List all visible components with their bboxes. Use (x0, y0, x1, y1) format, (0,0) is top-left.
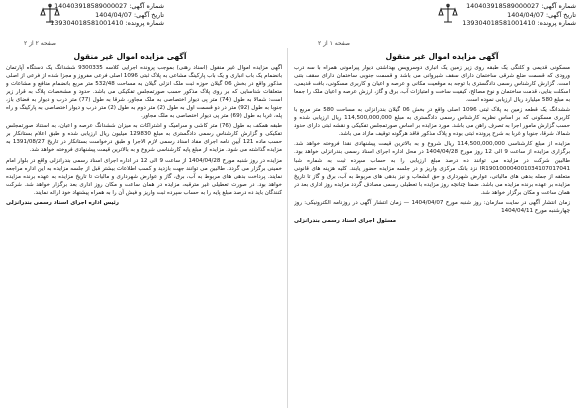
body-paragraph: مزایده در روز شنبه مورخ 1404/04/28 از ساعت 9 الی 12 در اداره اجرای اسناد رسمی بندرانزلی واقع در بلوار امام خمینی برگزار می گردد. طالبین می توانند جهت بازدید و کسب اطلاعات بیشتر قبل از جلسه مزایده به این اداره مراجعه نمایند. پرداخت بدهی های مربوط به آب، برق، گاز و عوارض شهرداری و مالیات تا تاریخ مزایده به عهده برنده مزایده خواهد بود. در صورت تعطیلی غیر مترقبه، مزایده در همان ساعت و مکان روز اداری بعد برگزار خواهد شد. شرکت کنندگان باید ده درصد مبلغ پایه را به حساب سپرده ثبت واریز و فیش آن را به همراه پیشنهاد خود ارائه نمایند. (6, 157, 282, 196)
justice-emblem-icon (438, 3, 458, 25)
notice-meta (50, 2, 164, 28)
page-number: صفحه ۱ از ۲ (318, 40, 350, 47)
publication-dates: زمان انتشار آگهی در سایت سازمان: روز شنبه مورخ 1404/04/07 — زمان انتشار آگهی در روزنامه الکترونیکی: روز چهارشنبه مورخ 1404/04/11 (294, 199, 570, 214)
body-paragraph: مسکونی قدیمی و کلنگی یک طبقه روی زیر زمین یک انباری دوسرویس بهداشتی دیوار پیرامونی همراه با سه درب ورودی که قسمت ضلع شرقی ساختمان دارای سقف شیروانی می باشد و قسمت جنوبی ساختمان دارای سقف بتنی است. گزارش کارشناس رسمی دادگستری با توجه به موقعیت مکانی و عرصه و اعیان و کاربری مسکونی، بافت قدیمی، اسکلت بنایی، قدمت ساختمان و نوع مصالح، کیفیت ساخت و امتیازات آب، برق و گاز، ارزش عرصه و اعیان ملک را جمعا به مبلغ 580 میلیارد ریال ارزیابی نموده است. (294, 65, 570, 104)
notice-date: تاریخ آگهی: 1404/04/07 (507, 10, 576, 19)
signature-line: رئیس اداره اجرای اسناد رسمی بندرانزلی (6, 199, 119, 206)
notice-meta (462, 2, 576, 28)
column-divider (287, 48, 288, 408)
body-paragraph: ششدانگ یک قطعه زمین به پلاک ثبتی 1096 اصلی واقع در بخش 06 گیلان بندرانزلی به مساحت 580 متر مربع با کاربری مسکونی که بر اساس نظریه کارشناس رسمی دادگستری به مبلغ 114,500,000,000 ریال ارزیابی شده و حسب گزارش مامور اجرا به تصرف راهن می باشد. مورد مزایده بر اساس صورتمجلس تفکیکی و نقشه ثبتی دارای حدود شمالا، شرقا، جنوبا و غربا به شرح پرونده ثبتی بوده و پلاک مذکور فاقد هرگونه توقیف مازاد می باشد. (294, 107, 570, 138)
notice-number: شماره آگهی: 140403918589000027 (54, 2, 164, 10)
notice-body-right (294, 64, 570, 404)
notice-body-left (6, 64, 282, 404)
file-number: شماره پرونده: 139304018581001410 (462, 19, 576, 28)
body-paragraph: طبقه همکف به طول (76) متر کاشی و سرامیک و اشتراکات به میزان ششدانگ عرصه و اعیان، به استناد صورتمجلس تفکیکی و گزارش کارشناس رسمی دادگستری به مبلغ 129830 میلیون ریال ارزیابی شده و طبق اعلام بستانکار بر حسب ماده 121 آیین نامه اجرای مفاد اسناد رسمی لازم الاجرا و طبق درخواست بستانکار در تاریخ 1391/08/27 به مزایده گذاشته می شود. مزایده از مبلغ پایه کارشناسی شروع و به بالاترین قیمت پیشنهادی فروخته خواهد شد. (6, 123, 282, 154)
body-paragraph: آگهی مزایده اموال غیر منقول (اسناد رهنی) بموجب پرونده اجرایی کلاسه 9300335 ششدانگ یک دستگاه آپارتمان بانضمام یک باب انباری و یک باب پارکینگ مشاعی به پلاک ثبتی 1096 اصلی فرعی مفروز و مجزا شده از فرعی از اصلی مذکور واقع در بخش 06 گیلان حوزه ثبت ملک انزلی گیلان به مساحت 532/48 متر مربع بانضمام منافع و مشاعات و متعلقات شناسایی که بر روی پلاک مذکور حسب صورتمجلس تفکیکی می باشد. حدود و مشخصات پلاک به قرار زیر است: شمالا به طول (74) متر پی دیوار اختصاصی به ملک مجاور، شرقا به طول (77) متر درب و دیوار به فضای باز، جنوبا به طول (92) متر در دو قسمت اول به طول (2) متر دوم به طول (2) متر درب و دیوار اختصاصی به پارکینگ و راه پله، غربا به طول (69) متر پی دیوار اختصاصی به ملک مجاور. (6, 65, 282, 120)
file-number: شماره پرونده: 139304018581001410 (50, 19, 164, 28)
notice-number: شماره آگهی: 140403918589000027 (466, 2, 576, 10)
notice-date: تاریخ آگهی: 1404/04/07 (95, 10, 164, 19)
signature-line: مسئول اجرای اسناد رسمی بندرانزلی (294, 217, 397, 224)
page-number: صفحه ۲ از ۲ (24, 40, 56, 47)
notice-title: آگهی مزایده اموال غیر منقول (385, 52, 499, 61)
body-paragraph: مزایده از مبلغ کارشناسی 114,500,000,000 ریال شروع و به بالاترین قیمت پیشنهادی نقدا فروخته خواهد شد. برگزاری مزایده از ساعت 9 الی 12 روز مورخ 1404/04/28 در محل اداره اجرای اسناد رسمی بندرانزلی خواهد بود. طالبین شرکت در مزایده می توانند ده درصد مبلغ ارزیابی را به حساب سپرده ثبت به شماره شبا IR190100004001034107017041 نزد بانک مرکزی واریز و در جلسه مزایده حضور یابند. کلیه هزینه های قانونی متعلقه از جمله بدهی های مالیاتی، عوارض شهرداری و حق انشعاب و نیز بدهی های مربوط به آب، برق و گاز تا تاریخ مزایده بر عهده برنده مزایده می باشد. ضمنا چنانچه روز مزایده با تعطیلی رسمی مصادف گردد مزایده روز اداری بعد در همان ساعت و مکان برگزار خواهد شد. (294, 141, 570, 196)
notice-title: آگهی مزایده اموال غیر منقول (73, 52, 187, 61)
